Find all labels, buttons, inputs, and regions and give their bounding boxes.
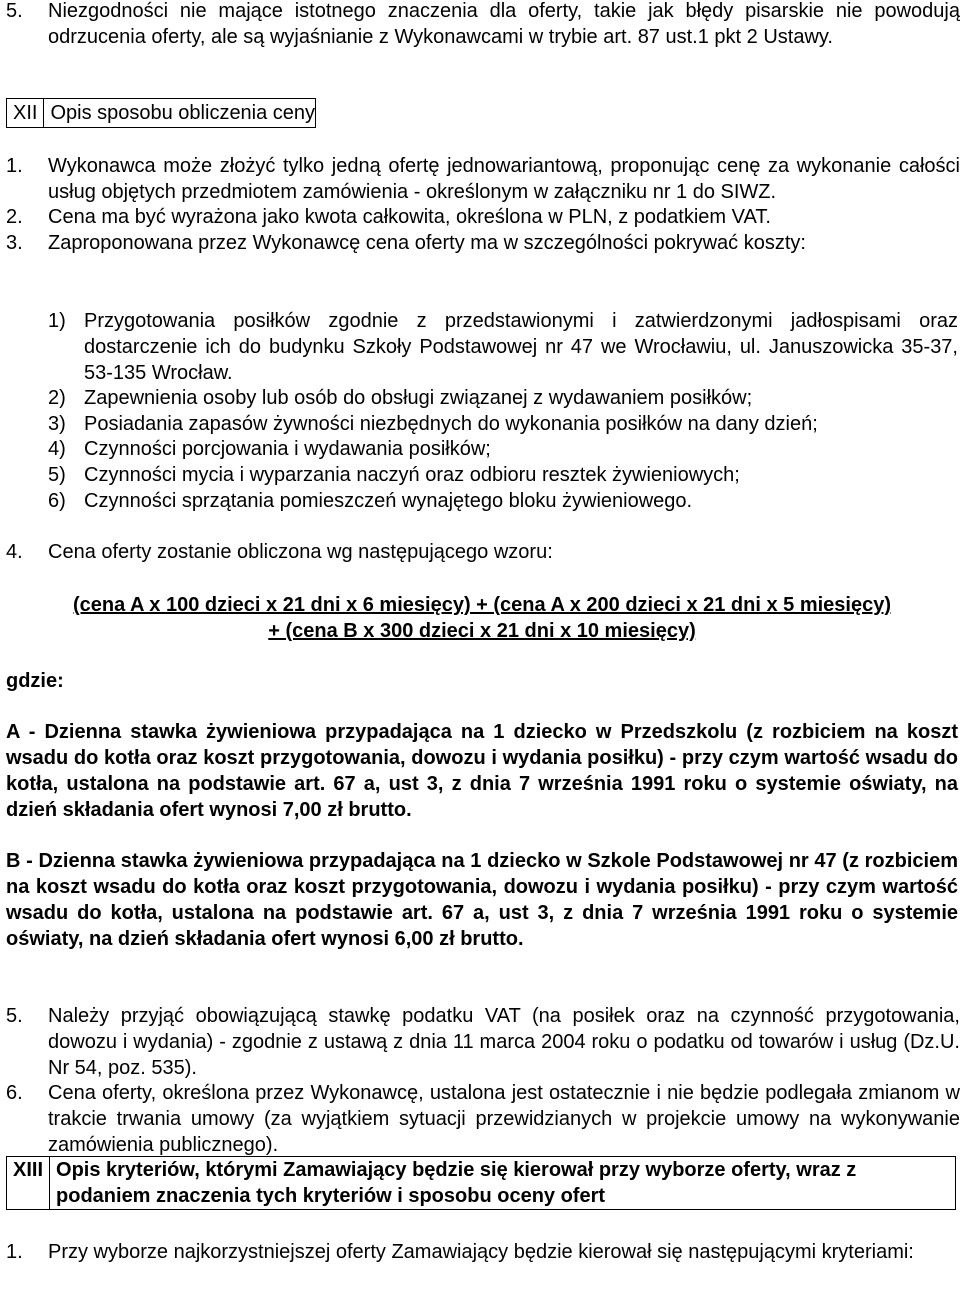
sub-item-text: Zapewnienia osoby lub osób do obsługi związanej z wydawaniem posiłków; <box>84 387 753 409</box>
item-text: Niezgodności nie mające istotnego znaczenia dla oferty, takie jak błędy pisarskie nie powodują odrzucenia oferty, ale są wyjaśnianie z Wykonawcami w trybie art. 87 ust.1 pkt 2 Ustawy. <box>48 0 960 48</box>
sub-item-number: 1) <box>48 310 66 332</box>
sub-item-text: Czynności mycia i wyparzania naczyń oraz odbioru resztek żywieniowych; <box>84 464 740 486</box>
item-number: 3. <box>6 232 23 254</box>
sub-item-number: 6) <box>48 490 66 512</box>
sub-item-number: 2) <box>48 387 66 409</box>
sub-item-number: 3) <box>48 413 66 435</box>
section-header-xii <box>6 98 316 128</box>
formula-line-1: (cena A x 100 dzieci x 21 dni x 6 miesięcy) + (cena A x 200 dzieci x 21 dni x 5 miesięcy) <box>72 594 892 616</box>
sub-item-number: 5) <box>48 464 66 486</box>
item-text: Należy przyjąć obowiązującą stawkę podatku VAT (na posiłek oraz na czynność przygotowania, dowozu i wydania) - zgodnie z ustawą z dnia 11 marca 2004 roku o podatku od towarów i usług (Dz.U. Nr 54, poz. 535). <box>48 1005 960 1079</box>
section-number: XII <box>7 99 44 127</box>
sub-item-text: Przygotowania posiłków zgodnie z przedstawionymi i zatwierdzonymi jadłospisami oraz dostarczenie ich do budynku Szkoły Podstawowej nr 47 we Wrocławiu, ul. Januszowicka 35-37, 53-135 Wrocław. <box>84 310 958 384</box>
item-number: 6. <box>6 1082 23 1104</box>
section-title: Opis sposobu obliczenia ceny <box>50 102 316 124</box>
item-number: 1. <box>6 155 23 177</box>
item-number: 1. <box>6 1241 23 1263</box>
item-text: Wykonawca może złożyć tylko jedną ofertę jednowariantową, proponując cenę za wykonanie całości usług objętych przedmiotem zamówienia - określonym w załączniku nr 1 do SIWZ. <box>48 155 960 203</box>
sub-item-text: Czynności porcjowania i wydawania posiłków; <box>84 438 491 460</box>
sub-item-text: Czynności sprzątania pomieszczeń wynajętego bloku żywieniowego. <box>84 490 693 512</box>
item-text: Zaproponowana przez Wykonawcę cena oferty ma w szczególności pokrywać koszty: <box>48 232 806 254</box>
item-text: Cena ma być wyrażona jako kwota całkowita, określona w PLN, z podatkiem VAT. <box>48 206 771 228</box>
where-label: gdzie: <box>6 670 64 692</box>
item-text: Przy wyborze najkorzystniejszej oferty Zamawiający będzie kierował się następującymi kryteriami: <box>48 1241 914 1263</box>
sub-item-number: 4) <box>48 438 66 460</box>
item-number: 4. <box>6 541 23 563</box>
section-number: XIII <box>7 1157 50 1209</box>
item-number: 5. <box>6 0 23 22</box>
definition-b: B - Dzienna stawka żywieniowa przypadająca na 1 dziecko w Szkole Podstawowej nr 47 (z rozbiciem na koszt wsadu do kotła oraz koszt przygotowania, dowozu i wydania posiłku) - przy czym wartość wsadu do kotła, ustalona na podstawie art. 67 a, ust 3, z dnia 7 września 1991 roku o systemie oświaty, na dzień składania ofert wynosi 6,00 zł brutto. <box>6 850 958 950</box>
item-number: 2. <box>6 206 23 228</box>
sub-item-text: Posiadania zapasów żywności niezbędnych do wykonania posiłków na dany dzień; <box>84 413 818 435</box>
section-title: Opis kryteriów, którymi Zamawiający będzie się kierował przy wyborze oferty, wraz z podaniem znaczenia tych kryteriów i sposobu oceny ofert <box>56 1159 857 1207</box>
item-text: Cena oferty zostanie obliczona wg następującego wzoru: <box>48 541 553 563</box>
item-number: 5. <box>6 1005 23 1027</box>
item-text: Cena oferty, określona przez Wykonawcę, ustalona jest ostatecznie i nie będzie podlegała zmianom w trakcie trwania umowy (za wyjątkiem sytuacji przewidzianych w projekcie umowy na wykonywanie zamówienia publicznego). <box>48 1082 960 1156</box>
section-header-xiii <box>6 1156 956 1210</box>
definition-a: A - Dzienna stawka żywieniowa przypadająca na 1 dziecko w Przedszkolu (z rozbiciem na koszt wsadu do kotła oraz koszt przygotowania, dowozu i wydania posiłku) - przy czym wartość wsadu do kotła, ustalona na podstawie art. 67 a, ust 3, z dnia 7 września 1991 roku o systemie oświaty, na dzień składania ofert wynosi 7,00 zł brutto. <box>6 721 958 821</box>
formula-line-2: + (cena B x 300 dzieci x 21 dni x 10 miesięcy) <box>268 620 696 642</box>
